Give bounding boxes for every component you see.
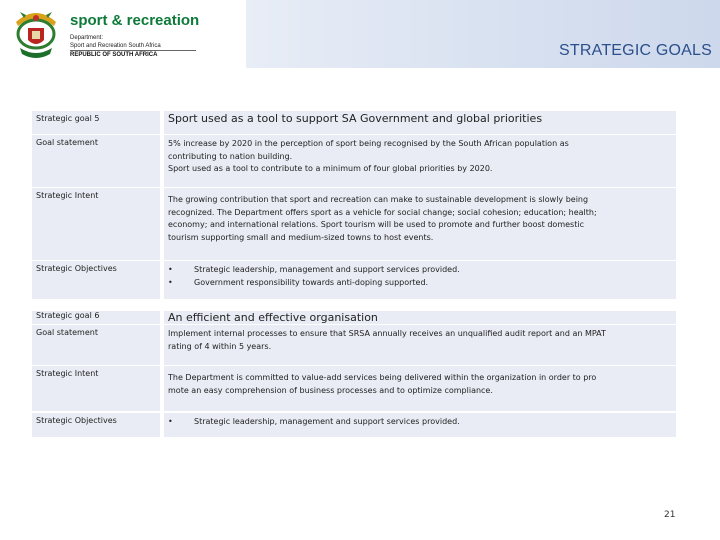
text-line: 5% increase by 2020 in the perception of sport being recognised by the South African population as: [168, 139, 569, 148]
row-label: Strategic goal 5: [32, 111, 160, 134]
dept-label: Department:: [70, 35, 104, 41]
logo-area: [0, 0, 246, 68]
text-line: mote an easy comprehension of business processes and to optimize compliance.: [168, 385, 493, 395]
bullet-text: Government responsibility towards anti-doping supported.: [194, 277, 429, 287]
row-label: Strategic goal 6: [32, 311, 160, 324]
row-value: Sport used as a tool to support SA Government and global priorities: [164, 111, 676, 134]
slide-header: [0, 0, 720, 68]
brand-name: sport & recreation: [70, 12, 200, 29]
bullet-text: Strategic leadership, management and support services provided.: [194, 265, 460, 274]
table-row: [32, 111, 676, 134]
page-number: 21: [664, 510, 676, 520]
divider: [70, 50, 196, 51]
text-line: The growing contribution that sport and recreation can make to sustainable development is slowly being: [168, 195, 589, 204]
table-row: [32, 261, 676, 299]
text-line: Implement internal processes to ensure that SRSA annually receives an unqualified audit report and an MPAT: [168, 329, 606, 338]
table-row: [32, 311, 676, 324]
row-label: Strategic Intent: [32, 366, 160, 411]
country-name: REPUBLIC OF SOUTH AFRICA: [70, 52, 158, 58]
row-value: [164, 413, 676, 437]
bullet-text: Strategic leadership, management and support services provided.: [194, 417, 460, 426]
bullet-icon: •: [168, 417, 173, 426]
title-band: [246, 0, 720, 68]
text-line: recognized. The Department offers sport as a vehicle for social change; social cohesion; education; health;: [168, 207, 597, 217]
table-row: [32, 188, 676, 260]
row-label: Strategic Intent: [32, 188, 160, 260]
row-value: [164, 188, 676, 260]
bullet-icon: •: [168, 277, 173, 287]
table-row: [32, 366, 676, 411]
dept-full-name: Sport and Recreation South Africa: [70, 43, 161, 49]
row-value: An efficient and effective organisation: [164, 311, 676, 324]
table-row: [32, 413, 676, 437]
row-label: Strategic Objectives: [32, 413, 160, 437]
text-line: rating of 4 within 5 years.: [168, 341, 272, 351]
row-value: [164, 325, 676, 365]
row-value: [164, 366, 676, 411]
row-value: [164, 261, 676, 299]
row-value: [164, 135, 676, 187]
text-line: economy; and international relations. Sport tourism will be used to promote and further boost domestic: [168, 220, 584, 229]
row-label: Goal statement: [32, 325, 160, 365]
list-item: [168, 277, 672, 290]
text-line: contributing to nation building.: [168, 151, 293, 161]
list-item: [168, 416, 672, 429]
text-line: Sport used as a tool to contribute to a minimum of four global priorities by 2020.: [168, 164, 493, 173]
row-label: Strategic Objectives: [32, 261, 160, 299]
coat-of-arms-icon: [10, 4, 62, 64]
bullet-icon: •: [168, 265, 173, 274]
page-title: STRATEGIC GOALS: [559, 42, 712, 59]
table-row: [32, 325, 676, 365]
list-item: [168, 264, 672, 277]
text-line: The Department is committed to value-add services being delivered within the organization in order to pro: [168, 373, 597, 382]
table-row: [32, 135, 676, 187]
row-label: Goal statement: [32, 135, 160, 187]
text-line: tourism supporting small and medium-sized towns to host events.: [168, 232, 434, 242]
